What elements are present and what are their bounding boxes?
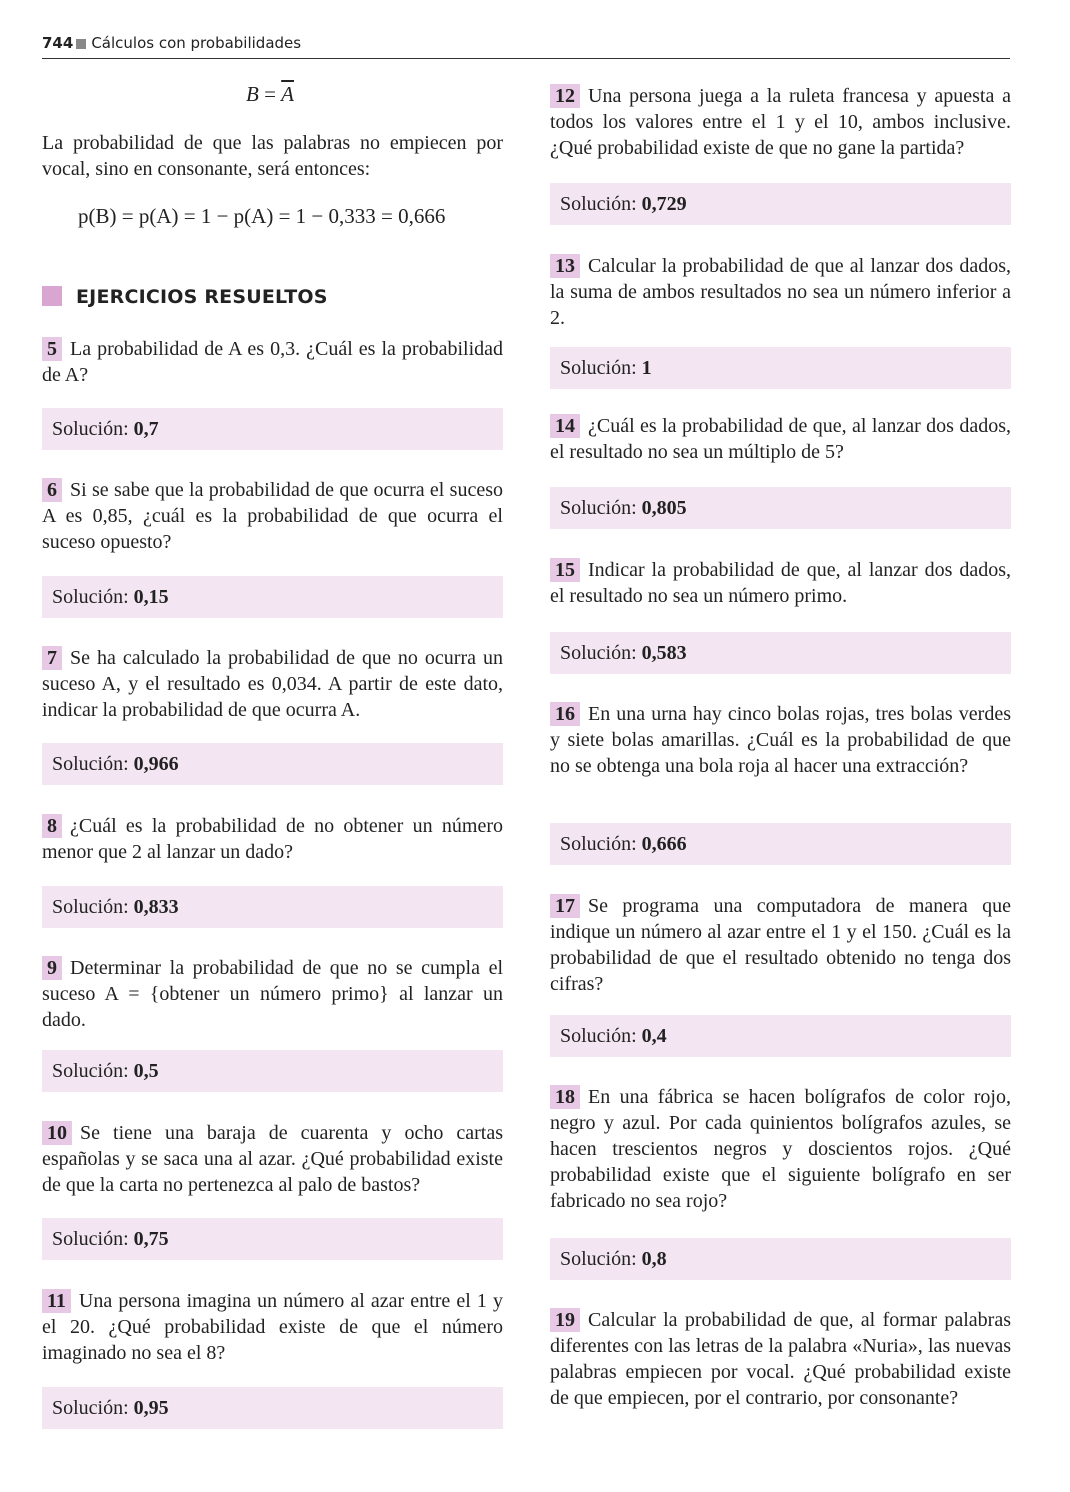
exercise-11: 11 Una persona imagina un número al azar entre el 1 y el 20. ¿Qué probabilidad existe de que el número imaginado no sea el 8? xyxy=(42,1290,503,1364)
solution-7: Solución: 0,966 xyxy=(42,743,503,785)
exercise-5: 5 La probabilidad de A es 0,3. ¿Cuál es la probabilidad de A? xyxy=(42,338,503,386)
solution-5: Solución: 0,7 xyxy=(42,408,503,450)
exercise-8: 8 ¿Cuál es la probabilidad de no obtener un número menor que 2 al lanzar un dado? xyxy=(42,815,503,863)
solution-9: Solución: 0,5 xyxy=(42,1050,503,1092)
square-bullet-icon xyxy=(76,39,86,49)
exercise-6: 6 Si se sabe que la probabilidad de que ocurra el suceso A es 0,85, ¿cuál es la probabilidad de que ocurra el suceso opuesto? xyxy=(42,479,503,553)
solution-15: Solución: 0,583 xyxy=(550,632,1011,674)
equation-b-equals-not-a: $B = \overline{A}$ xyxy=(246,82,294,106)
section-heading: EJERCICIOS RESUELTOS xyxy=(42,286,328,308)
section-marker-icon xyxy=(42,286,62,306)
exercise-10: 10 Se tiene una baraja de cuarenta y ocho cartas españolas y se saca una al azar. ¿Qué probabilidad existe de que la carta no pertenezca al palo de bastos? xyxy=(42,1122,503,1196)
exercise-7: 7 Se ha calculado la probabilidad de que no ocurra un suceso A, y el resultado es 0,034. A partir de este dato, indicar la probabilidad de que ocurra A. xyxy=(42,647,503,721)
solution-8: Solución: 0,833 xyxy=(42,886,503,928)
solution-18: Solución: 0,8 xyxy=(550,1238,1011,1280)
equation-probability-b: p(B) = p(A) = 1 − p(A) = 1 − 0,333 = 0,666 xyxy=(78,204,446,228)
exercise-13: 13 Calcular la probabilidad de que al lanzar dos dados, la suma de ambos resultados no sea un número inferior a 2. xyxy=(550,255,1011,329)
exercise-12: 12 Una persona juega a la ruleta francesa y apuesta a todos los valores entre el 1 y el 10, ambos inclusive. ¿Qué probabilidad existe de que no gane la partida? xyxy=(550,85,1011,159)
header-title: Cálculos con probabilidades xyxy=(91,34,302,52)
exercise-15: 15 Indicar la probabilidad de que, al lanzar dos dados, el resultado no sea un número primo. xyxy=(550,559,1011,607)
exercise-18: 18 En una fábrica se hacen bolígrafos de color rojo, negro y azul. Por cada quinientos bolígrafos azules, se hacen trescientos negros y doscientos rojos. ¿Qué probabilidad existe que el siguiente bolígrafo en ser fabricado no sea rojo? xyxy=(550,1086,1011,1212)
solution-13: Solución: 1 xyxy=(550,347,1011,389)
exercise-9: 9 Determinar la probabilidad de que no se cumpla el suceso A = {obtener un número primo} al lanzar un dado. xyxy=(42,957,503,1031)
running-header xyxy=(42,34,1010,59)
intro-paragraph: La probabilidad de que las palabras no empiecen por vocal, sino en consonante, será entonces: xyxy=(42,132,503,180)
page-number: 744 xyxy=(42,34,74,52)
solution-11: Solución: 0,95 xyxy=(42,1387,503,1429)
solution-12: Solución: 0,729 xyxy=(550,183,1011,225)
solution-10: Solución: 0,75 xyxy=(42,1218,503,1260)
exercise-16: 16 En una urna hay cinco bolas rojas, tres bolas verdes y siete bolas amarillas. ¿Cuál es la probabilidad de que no se obtenga una bola roja al hacer una extracción? xyxy=(550,703,1011,777)
solution-17: Solución: 0,4 xyxy=(550,1015,1011,1057)
exercise-17: 17 Se programa una computadora de manera que indique un número al azar entre el 1 y el 150. ¿Cuál es la probabilidad de que el resultado obtenido no tenga dos cifras? xyxy=(550,895,1011,995)
solution-14: Solución: 0,805 xyxy=(550,487,1011,529)
exercise-19: 19 Calcular la probabilidad de que, al formar palabras diferentes con las letras de la palabra «Nuria», las nuevas palabras empiecen por vocal. ¿Qué probabilidad existe de que empiecen, por el contrario, por consonante? xyxy=(550,1309,1011,1409)
solution-16: Solución: 0,666 xyxy=(550,823,1011,865)
solution-6: Solución: 0,15 xyxy=(42,576,503,618)
exercise-14: 14 ¿Cuál es la probabilidad de que, al lanzar dos dados, el resultado no sea un múltiplo de 5? xyxy=(550,415,1011,463)
